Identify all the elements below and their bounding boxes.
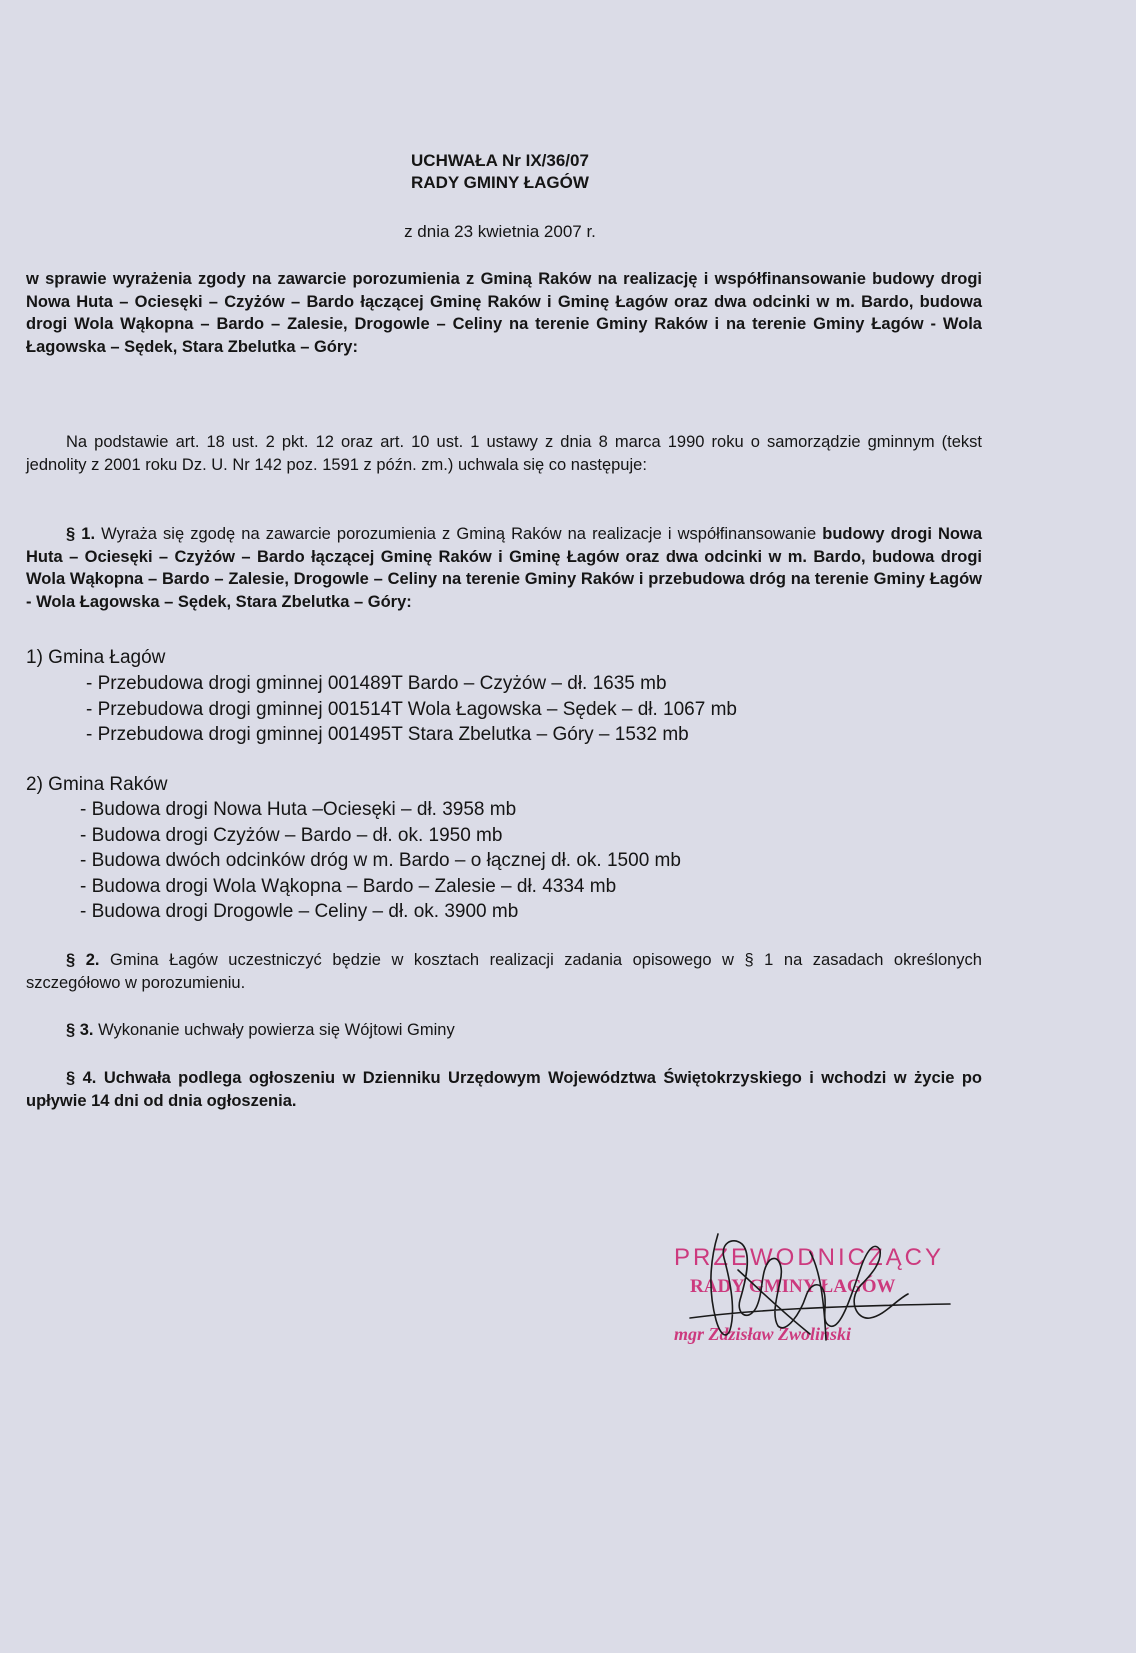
resolution-issuer: RADY GMINY ŁAGÓW xyxy=(411,173,589,192)
resolution-date: z dnia 23 kwietnia 2007 r. xyxy=(404,222,596,241)
signature-stamp xyxy=(660,1230,960,1360)
list-item: - Budowa drogi Wola Wąkopna – Bardo – Zalesie – dł. 4334 mb xyxy=(80,875,617,897)
list-item: - Przebudowa drogi gminnej 001495T Stara Zbelutka – Góry – 1532 mb xyxy=(86,724,689,745)
section-4-mark: § 4. xyxy=(66,1069,97,1087)
list-1 xyxy=(86,671,737,748)
list-item: - Przebudowa drogi gminnej 001514T Wola Łagowska – Sędek – dł. 1067 mb xyxy=(86,698,737,720)
list-item: - Budowa drogi Nowa Huta –Ociesęki – dł. 3958 mb xyxy=(80,799,517,820)
section-4-text: Uchwała podlega ogłoszeniu w Dzienniku Urzędowym Województwa Świętokrzyskiego i wchodzi w życie po upływie 14 dni od dnia ogłoszenia. xyxy=(26,1069,982,1110)
list-item: - Budowa dwóch odcinków dróg w m. Bardo – o łącznej dł. ok. 1500 mb xyxy=(80,850,681,871)
resolution-subject: w sprawie wyrażenia zgody na zawarcie porozumienia z Gminą Raków na realizację i współfinansowanie budowy drogi Nowa Huta – Ociesęki – Czyżów – Bardo łączącej Gminę Raków i Gminę Łagów oraz dwa odcinki w m. Bardo, budowa drogi Wola Wąkopna – Bardo – Zalesie, Drogowle – Celiny na terenie Gminy Raków i na terenie Gminy Łagów - Wola Łagowska – Sędek, Stara Zbelutka – Góry: xyxy=(26,270,982,356)
list-2-heading: 2) Gmina Raków xyxy=(26,774,168,795)
list-2 xyxy=(80,797,681,925)
list-item: - Budowa drogi Drogowle – Celiny – dł. ok. 3900 mb xyxy=(80,901,519,922)
section-1 xyxy=(26,523,982,613)
list-1-heading: 1) Gmina Łagów xyxy=(26,647,166,668)
section-2-text: Gmina Łagów uczestniczyć będzie w kosztach realizacji zadania opisowego w § 1 na zasadach określonych szczegółowo w porozumieniu. xyxy=(26,951,982,992)
resolution-title: UCHWAŁA Nr IX/36/07 xyxy=(411,151,589,170)
handwritten-signature xyxy=(660,1230,960,1360)
section-2-mark: § 2. xyxy=(66,951,100,969)
section-1-mark: § 1. xyxy=(66,525,96,543)
stamp-title: PRZEWODNICZĄCY xyxy=(674,1244,944,1271)
section-2 xyxy=(26,949,982,994)
section-3 xyxy=(26,1019,982,1042)
section-4 xyxy=(26,1067,982,1112)
section-1-text: Wyraża się zgodę na zawarcie porozumienia z Gminą Raków na realizacje i współfinansowanie xyxy=(101,525,817,543)
section-1-bold-text: budowy drogi Nowa Huta – Ociesęki – Czyżów – Bardo łączącej Gminę Raków i Gminę Łagów oraz dwa odcinki w m. Bardo, budowa drogi Wola Wąkopna – Bardo – Zalesie, Drogowle – Celiny na terenie Gminy Raków i przebudowa dróg na terenie Gminy Łagów - Wola Łagowska – Sędek, Stara Zbelutka – Góry: xyxy=(26,525,983,611)
legal-basis: Na podstawie art. 18 ust. 2 pkt. 12 oraz art. 10 ust. 1 ustawy z dnia 8 marca 1990 roku o samorządzie gminnym (tekst jednolity z 2001 roku Dz. U. Nr 142 poz. 1591 z późn. zm.) uchwala się co następuje: xyxy=(26,433,982,474)
section-3-mark: § 3. xyxy=(66,1021,94,1039)
stamp-name: mgr Zdzisław Zwoliński xyxy=(674,1324,852,1344)
list-item: - Przebudowa drogi gminnej 001489T Bardo – Czyżów – dł. 1635 mb xyxy=(86,673,667,694)
stamp-organization: RADY GMINY ŁAGÓW xyxy=(690,1276,896,1297)
section-3-text: Wykonanie uchwały powierza się Wójtowi Gminy xyxy=(98,1021,455,1039)
list-item: - Budowa drogi Czyżów – Bardo – dł. ok. 1950 mb xyxy=(80,824,503,846)
